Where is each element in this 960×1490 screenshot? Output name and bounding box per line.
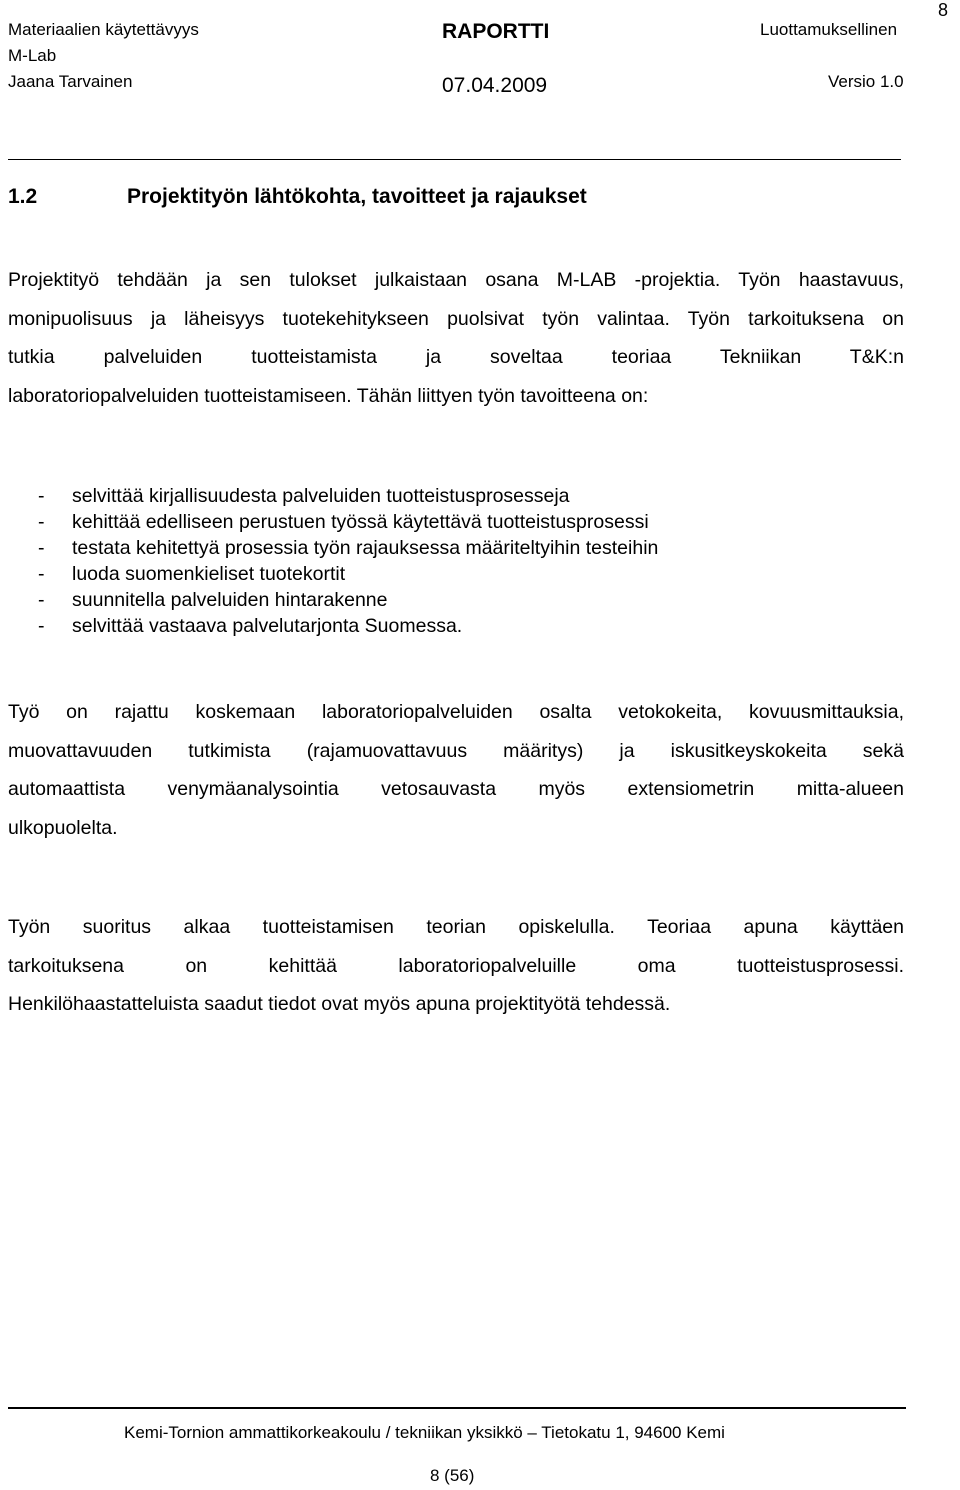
list-item <box>38 587 658 613</box>
list-dash: - <box>38 563 45 585</box>
section-title: Projektityön lähtökohta, tavoitteet ja rajaukset <box>127 185 587 208</box>
list-item-text: selvittää kirjallisuudesta palveluiden tuotteistusprosesseja <box>72 485 570 507</box>
paragraph-line: ulkopuolelta. <box>8 817 118 840</box>
list-dash: - <box>38 615 45 637</box>
list-item-text: testata kehitettyä prosessia työn rajauksessa määriteltyihin testeihin <box>72 537 659 559</box>
list-item-text: kehittää edelliseen perustuen työssä käytettävä tuotteistusprosessi <box>72 511 649 533</box>
goals-list <box>38 483 658 639</box>
list-dash: - <box>38 485 45 507</box>
list-item-text: luoda suomenkieliset tuotekortit <box>72 563 346 585</box>
paragraph-line: laboratoriopalveluiden tuotteistamiseen. Tähän liittyen työn tavoitteena on: <box>8 385 649 408</box>
intro-paragraph <box>8 261 904 416</box>
paragraph-line: monipuolisuus ja läheisyys tuotekehitykseen puolsivat työn valintaa. Työn tarkoituksena on <box>8 307 904 330</box>
method-paragraph <box>8 908 904 1024</box>
paragraph-line: Projektityö tehdään ja sen tulokset julkaistaan osana M-LAB -projektia. Työn haastavuus, <box>8 269 904 291</box>
paragraph-line: automaattista venymäanalysointia vetosauvasta myös extensiometrin mitta-alueen <box>8 778 904 801</box>
paragraph-line: Henkilöhaastatteluista saadut tiedot ovat myös apuna projektityötä tehdessä. <box>8 993 671 1016</box>
header-version: Versio 1.0 <box>828 72 904 91</box>
list-dash: - <box>38 589 45 611</box>
list-item-text: suunnitella palveluiden hintarakenne <box>72 589 388 611</box>
footer-address: Kemi-Tornion ammattikorkeakoulu / tekniikan yksikkö – Tietokatu 1, 94600 Kemi <box>124 1423 725 1442</box>
header-document-type: RAPORTTI <box>442 20 550 43</box>
footer-page-indicator: 8 (56) <box>430 1466 475 1485</box>
footer-divider <box>8 1407 906 1409</box>
scope-paragraph <box>8 693 904 848</box>
header-project-title: Materiaalien käytettävyys <box>8 20 199 39</box>
header-organization: M-Lab <box>8 46 57 65</box>
list-item <box>38 561 658 587</box>
list-item <box>38 509 658 535</box>
list-dash: - <box>38 511 45 533</box>
paragraph-line: Työn suoritus alkaa tuotteistamisen teorian opiskelulla. Teoriaa apuna käyttäen <box>8 916 904 938</box>
list-dash: - <box>38 537 45 559</box>
header-author: Jaana Tarvainen <box>8 72 133 91</box>
list-item <box>38 483 658 509</box>
paragraph-line: muovattavuuden tutkimista (rajamuovattavuus määritys) ja iskusitkeyskokeita sekä <box>8 739 904 762</box>
list-item <box>38 613 658 639</box>
paragraph-line: tutkia palveluiden tuotteistamista ja soveltaa teoriaa Tekniikan T&K:n <box>8 346 904 369</box>
paragraph-line: tarkoituksena on kehittää laboratoriopalveluille oma tuotteistusprosessi. <box>8 954 904 977</box>
paragraph-line: Työ on rajattu koskemaan laboratoriopalveluiden osalta vetokokeita, kovuusmittauksia, <box>8 701 904 723</box>
list-item <box>38 535 658 561</box>
header-classification: Luottamuksellinen <box>760 20 898 39</box>
section-number: 1.2 <box>8 185 38 208</box>
page-number: 8 <box>937 0 948 20</box>
header-date: 07.04.2009 <box>442 74 548 97</box>
list-item-text: selvittää vastaava palvelutarjonta Suomessa. <box>72 615 463 637</box>
header-divider <box>8 159 901 160</box>
